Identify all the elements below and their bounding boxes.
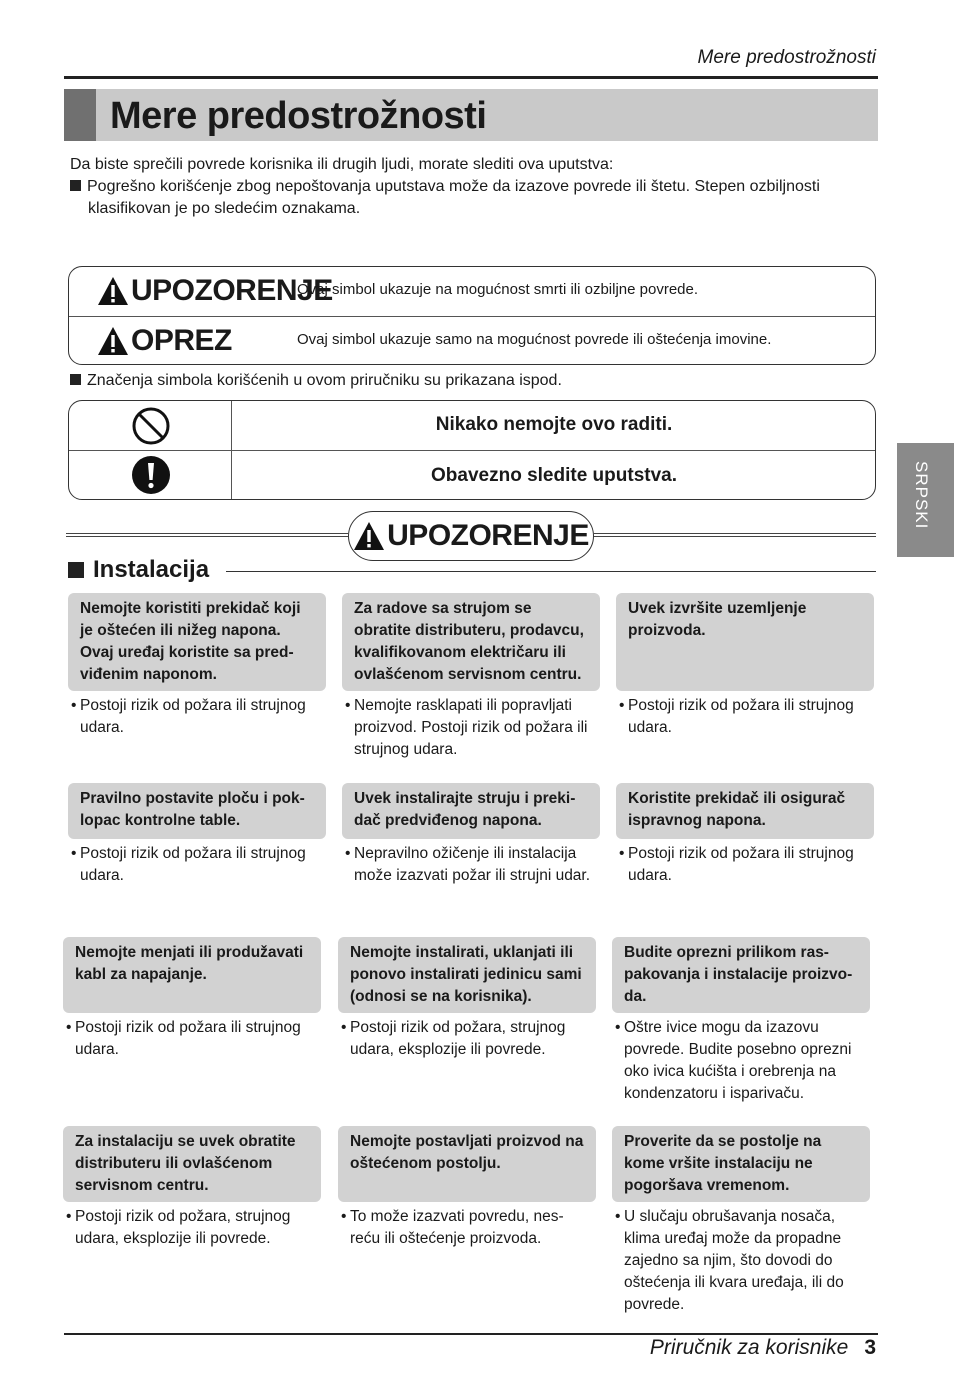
card [342, 783, 600, 887]
card [616, 783, 874, 887]
card [616, 593, 874, 739]
page-title: Mere predostrožnosti [110, 95, 487, 137]
card [68, 593, 326, 739]
signal-desc-warning: Ovaj simbol ukazuje na mogućnost smrti ili ozbiljne povrede. [297, 281, 699, 298]
symbol-table [68, 400, 876, 500]
banner-rule-left [66, 533, 348, 537]
intro-bullet-text: Pogrešno korišćenje zbog nepoštovanja uputstava može da izazove povrede ili štetu. Stepen ozbiljnosti klasifikovan je po sledećim oznakama. [87, 178, 820, 217]
intro-line: Da biste sprečili povrede korisnika ili drugih ljudi, morate slediti ova uputstva: [70, 156, 614, 173]
card-body: • Nepravilno ožičenje ili instalacija može izazvati požar ili strujni udar. [345, 845, 591, 884]
card-body-text: U slučaju obrušavanja nosača, klima uređaj može da propadne zajedno sa njim, što dovodi do oštećenja ili kvara uređaja, ili do povrede. [624, 1208, 844, 1313]
card-body: • Postoji rizik od požara ili strujnog udara. [71, 697, 306, 736]
section-title: Instalacija [93, 556, 210, 583]
running-header: Mere predostrožnosti [697, 47, 876, 68]
card-heading: Nemojte koristiti prekidač koji je oštećen ili nižeg napona. Ovaj uređaj koristite sa pred- viđenim naponom. [68, 593, 326, 691]
symbol-table-horizontal-divider [69, 450, 875, 451]
warning-triangle-icon [97, 276, 129, 306]
card [612, 937, 870, 1105]
bottom-rule [64, 1333, 878, 1335]
card [338, 937, 596, 1061]
card [338, 1126, 596, 1250]
card-body: • Postoji rizik od požara ili strujnog udara. [66, 1019, 301, 1058]
card-body-text: Postoji rizik od požara ili strujnog udara. [628, 697, 854, 736]
signal-row-caution [69, 316, 875, 365]
card-body-text: Postoji rizik od požara ili strujnog udara. [80, 697, 306, 736]
signal-row-warning [69, 267, 875, 316]
card-body-text: Postoji rizik od požara, strujnog udara, eksplozije ili povrede. [350, 1019, 566, 1058]
card-heading: Nemojte menjati ili produžavati kabl za napajanje. [63, 937, 321, 1013]
prohibition-icon [131, 406, 171, 446]
card-body-text: Nemojte rasklapati ili popravljati proizvod. Postoji rizik od požara ili strujnog udara. [354, 697, 588, 758]
card [63, 937, 321, 1061]
section-heading [68, 556, 209, 584]
top-rule [64, 76, 878, 79]
card-body: • Postoji rizik od požara ili strujnog udara. [619, 697, 854, 736]
symbols-intro-text: Značenja simbola korišćenih u ovom priručniku su prikazana ispod. [87, 372, 562, 389]
card-body: • Nemojte rasklapati ili popravljati proizvod. Postoji rizik od požara ili strujnog udara. [345, 697, 588, 758]
card-body-text: Postoji rizik od požara ili strujnog udara. [75, 1019, 301, 1058]
card-heading: Za radove sa strujom se obratite distributeru, prodavcu, kvalifikovanom električaru ili ovlašćenom servisnom centru. [342, 593, 600, 691]
language-side-tab [897, 443, 954, 557]
square-bullet-icon [70, 180, 81, 191]
section-rule [226, 571, 876, 572]
signal-label-caution [97, 323, 232, 359]
card [612, 1126, 870, 1316]
card-heading: Proverite da se postolje na kome vršite instalaciju ne pogoršava vremenom. [612, 1126, 870, 1202]
card-body-text: Oštre ivice mogu da izazovu povrede. Budite posebno oprezni oko ivica kućišta i orebrenja na kondenzatoru i isparivaču. [624, 1019, 852, 1102]
square-bullet-icon [68, 562, 84, 578]
card-body: • Oštre ivice mogu da izazovu povrede. Budite posebno oprezni oko ivica kućišta i orebrenja na kondenzatoru i isparivaču. [615, 1019, 852, 1102]
signal-desc-caution: Ovaj simbol ukazuje samo na mogućnost povrede ili oštećenja imovine. [297, 331, 772, 348]
square-bullet-icon [70, 374, 81, 385]
symbols-intro [70, 372, 562, 390]
signal-word-warning: UPOZORENJE [131, 274, 333, 307]
card-body: • Postoji rizik od požara, strujnog udara, eksplozije ili povrede. [66, 1208, 291, 1247]
symbol-meaning-mandatory: Obavezno sledite uputstva. [431, 465, 677, 486]
intro-bullet [70, 176, 875, 220]
warning-banner [348, 511, 594, 561]
card-heading: Uvek izvršite uzemljenje proizvoda. [616, 593, 874, 691]
card-body-text: To može izazvati povredu, nes- reću ili oštećenje proizvoda. [350, 1208, 564, 1247]
language-side-tab-label: SRPSKI [912, 461, 931, 530]
card [342, 593, 600, 761]
card-heading: Uvek instalirajte struju i preki- dač predviđenog napona. [342, 783, 600, 839]
card-body: • Postoji rizik od požara ili strujnog udara. [619, 845, 854, 884]
footer [650, 1336, 876, 1360]
card-heading: Koristite prekidač ili osigurač ispravnog napona. [616, 783, 874, 839]
title-bar-tab [64, 89, 96, 141]
warning-triangle-icon [97, 326, 129, 356]
card-body-text: Postoji rizik od požara ili strujnog udara. [80, 845, 306, 884]
card-heading: Budite oprezni prilikom ras- pakovanja i instalacije proizvo- da. [612, 937, 870, 1013]
signal-word-caution: OPREZ [131, 324, 232, 357]
warning-triangle-icon [353, 521, 385, 551]
card-heading: Nemojte postavljati proizvod na oštećenom postolju. [338, 1126, 596, 1202]
card-body-text: Postoji rizik od požara, strujnog udara, eksplozije ili povrede. [75, 1208, 291, 1247]
card-body: • To može izazvati povredu, nes- reću ili oštećenje proizvoda. [341, 1208, 564, 1247]
warning-banner-word: UPOZORENJE [387, 519, 589, 552]
card-body-text: Nepravilno ožičenje ili instalacija može izazvati požar ili strujni udar. [354, 845, 591, 884]
card [63, 1126, 321, 1250]
card [68, 783, 326, 887]
card-heading: Pravilno postavite ploču i pok- lopac kontrolne table. [68, 783, 326, 839]
banner-rule-right [594, 533, 876, 537]
card-body: • Postoji rizik od požara ili strujnog udara. [71, 845, 306, 884]
page-number: 3 [864, 1336, 876, 1359]
title-bar [64, 89, 878, 141]
footer-label: Priručnik za korisnike [649, 1336, 849, 1359]
card-heading: Nemojte instalirati, uklanjati ili ponovo instalirati jedinicu sami (odnosi se na korisnika). [338, 937, 596, 1013]
card-body: • U slučaju obrušavanja nosača, klima uređaj može da propadne zajedno sa njim, što dovodi do oštećenja ili kvara uređaja, ili do povrede. [615, 1208, 844, 1313]
card-body: • Postoji rizik od požara, strujnog udara, eksplozije ili povrede. [341, 1019, 566, 1058]
signal-word-box [68, 266, 876, 365]
card-body-text: Postoji rizik od požara ili strujnog udara. [628, 845, 854, 884]
mandatory-exclamation-icon [131, 455, 171, 495]
intro [70, 154, 875, 220]
card-heading: Za instalaciju se uvek obratite distributeru ili ovlašćenom servisnom centru. [63, 1126, 321, 1202]
symbol-meaning-prohibited: Nikako nemojte ovo raditi. [435, 414, 673, 435]
